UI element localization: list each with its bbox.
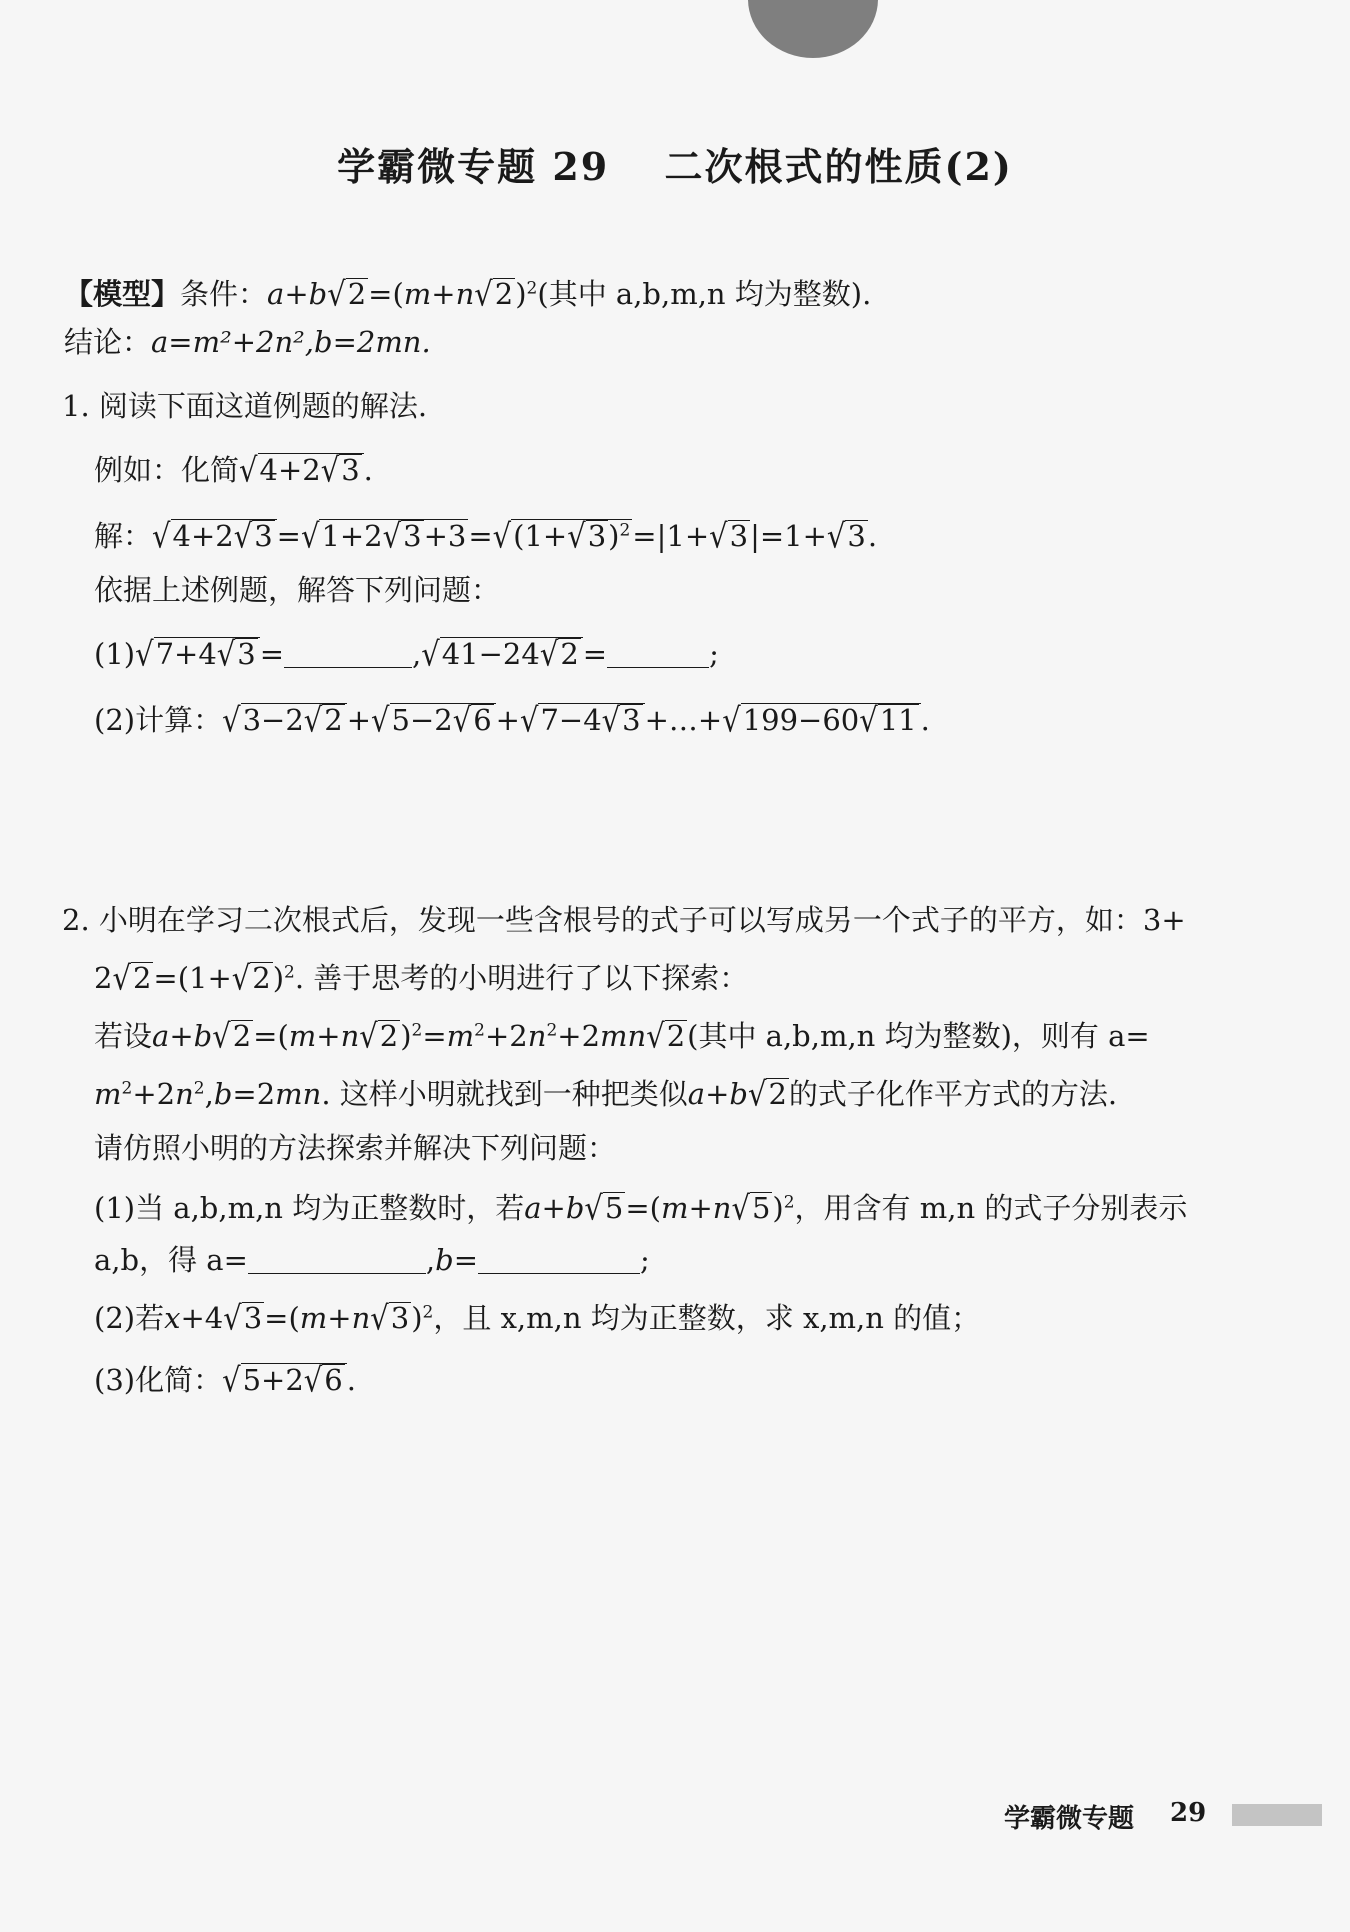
page-title: 学霸微专题 29 二次根式的性质(2) [337, 144, 1013, 189]
q1-part2: (2)计算：√3−2√2 +√5−2√6 +√7−4√3 +…+√199−60√11 . [94, 700, 930, 740]
q2-request: 请仿照小明的方法探索并解决下列问题： [94, 1131, 617, 1165]
answer-blank[interactable] [478, 1245, 640, 1274]
page-tab-decoration [748, 0, 878, 58]
q2-intro-line1: 2. 小明在学习二次根式后，发现一些含根号的式子可以写成另一个式子的平方，如：3+ [62, 903, 1186, 937]
q2-part1-line2: a,b，得 a= ,b= ; [94, 1243, 650, 1277]
page-number: 29 [1170, 1798, 1207, 1828]
model-conclusion: 结论：a=m²+2n²,b=2mn. [64, 325, 431, 359]
model-label: 【模型】 [64, 277, 181, 311]
answer-blank[interactable] [248, 1245, 426, 1274]
model-condition: 【模型】条件：$a+b√2=(m+n√2)^2$(其中 a,b,m,n 均为整数). [64, 274, 872, 314]
footer-bar-decoration [1232, 1804, 1322, 1826]
answer-blank[interactable] [607, 639, 709, 668]
footer-label: 学霸微专题 [1004, 1803, 1135, 1833]
answer-blank[interactable] [284, 639, 412, 668]
q1-part1: (1)√7+4√3 = ,√41−24√2 = ; [94, 634, 719, 674]
q1-basis: 依据上述例题，解答下列问题： [94, 573, 501, 607]
q2-intro-line2: $2√2=(1+√2)^2$. 善于思考的小明进行了以下探索： [94, 958, 749, 998]
q1-example: 例如：化简√4+2√3 . [94, 450, 373, 490]
q2-part1-line1: (1)当 a,b,m,n 均为正整数时，若$a+b√5=(m+n√5)^2$，用含有 m,n 的式子分别表示 [94, 1188, 1188, 1228]
q2-explore: 若设$a+b√2=(m+n√2)^2=m^2+2n^2+2mn√2$(其中 a,b,m,n 均为整数)，则有 a= [94, 1016, 1150, 1056]
q1-intro: 1. 阅读下面这道例题的解法. [62, 389, 428, 423]
q2-part2: (2)若$x+4√3=(m+n√3)^2$，且 x,m,n 均为正整数，求 x,m,n 的值； [94, 1298, 981, 1338]
q1-solution: 解：$√4+2√3 =√1+2√3+3=√(1+√3)^2=|1+√3|=1+√3$. [94, 516, 878, 556]
q2-explore-cont: $m^2+2n^2,b=2mn$. 这样小明就找到一种把类似a+b√2的式子化作平方式的方法. [94, 1074, 1118, 1114]
q2-part3: (3)化简：√5+2√6 . [94, 1360, 356, 1400]
